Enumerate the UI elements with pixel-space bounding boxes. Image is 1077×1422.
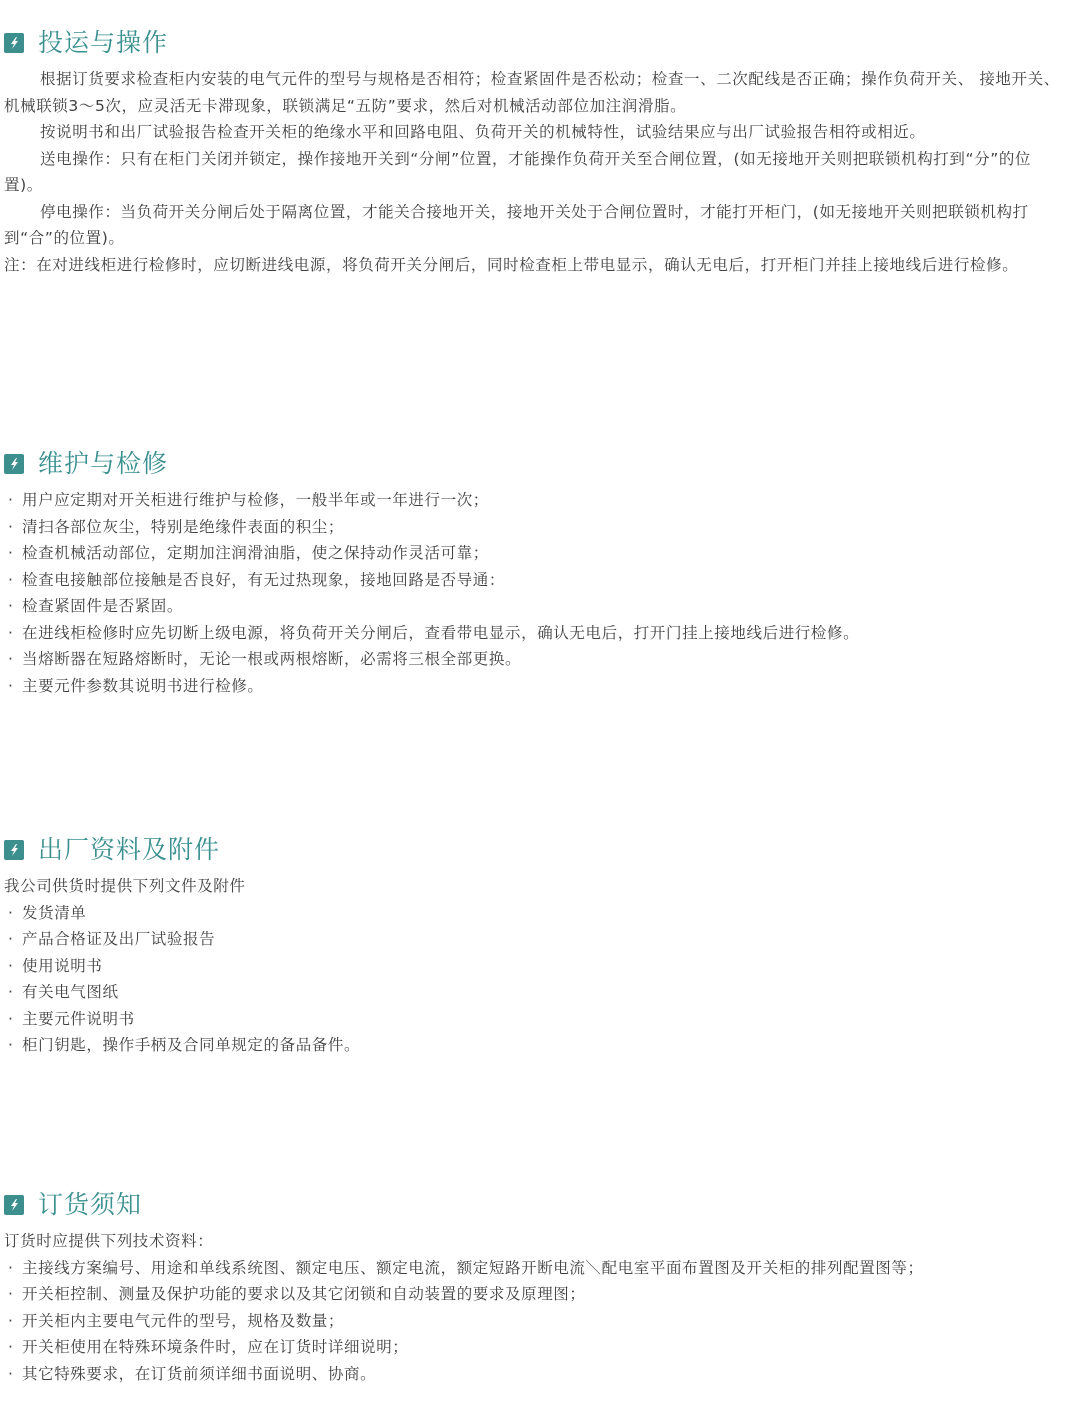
section-title: 维护与检修 (38, 449, 169, 478)
list-item: · 检查紧固件是否紧固。 (8, 597, 184, 615)
section-ordering (4, 1188, 1068, 1387)
section-intro: 我公司供货时提供下列文件及附件 (4, 877, 246, 895)
paragraph: 送电操作：只有在柜门关闭并锁定，操作接地开关到“分闸”位置，才能操作负荷开关至合闸位置，(如无接地开关则把联锁机构打到“分”的位置)。 (4, 149, 1032, 194)
paragraph: 根据订货要求检查柜内安装的电气元件的型号与规格是否相符；检查紧固件是否松动；检查一、二次配线是否正确；操作负荷开关、 接地开关、机械联锁3～5次，应灵活无卡滞现象，联锁满足“五防”要求，然后对机械活动部位加注润滑脂。 (4, 70, 1060, 115)
list-item: · 在进线柜检修时应先切断上级电源，将负荷开关分闸后，查看带电显示，确认无电后，打开门挂上接地线后进行检修。 (8, 623, 860, 642)
list-item: · 有关电气图纸 (8, 983, 119, 1001)
list-item: · 主接线方案编号、用途和单线系统图、额定电压、额定电流，额定短路开断电流＼配电室平面布置图及开关柜的排列配置图等； (8, 1258, 924, 1277)
section-title: 投运与操作 (38, 28, 169, 57)
list-item: · 其它特殊要求，在订货前须详细书面说明、协商。 (8, 1364, 377, 1383)
paragraph: 停电操作：当负荷开关分闸后处于隔离位置，才能关合接地开关，接地开关处于合闸位置时，才能打开柜门，(如无接地开关则把联锁机构打到“合”的位置)。 (4, 202, 1029, 247)
section-title: 订货须知 (38, 1190, 143, 1219)
section-operation (4, 26, 1068, 278)
note-paragraph: 注：在对进线柜进行检修时，应切断进线电源，将负荷开关分闸后，同时检查柜上带电显示，确认无电后，打开柜门并挂上接地线后进行检修。 (4, 255, 1019, 274)
section-header (4, 447, 1068, 481)
list-item: · 检查电接触部位接触是否良好，有无过热现象，接地回路是否导通： (8, 570, 506, 589)
list-item: · 使用说明书 (8, 956, 103, 975)
lightning-icon (4, 454, 24, 474)
section-title: 出厂资料及附件 (38, 835, 221, 864)
list-item: · 开关柜控制、测量及保护功能的要求以及其它闭锁和自动装置的要求及原理图； (8, 1285, 586, 1303)
section-body (4, 873, 1068, 1059)
lightning-icon (4, 1195, 24, 1215)
section-maintenance (4, 447, 1068, 699)
section-body (4, 1228, 1068, 1387)
list-item: · 当熔断器在短路熔断时，无论一根或两根熔断，必需将三根全部更换。 (8, 650, 522, 668)
bullet-list (4, 487, 1068, 699)
section-header (4, 833, 1068, 867)
list-item: · 开关柜内主要电气元件的型号，规格及数量； (8, 1311, 345, 1330)
section-intro: 订货时应提供下列技术资料： (4, 1232, 214, 1250)
section-documents (4, 833, 1068, 1059)
list-item: · 检查机械活动部位，定期加注润滑油脂，使之保持动作灵活可靠； (8, 544, 489, 562)
list-item: · 发货清单 (8, 903, 87, 922)
section-header (4, 1188, 1068, 1222)
lightning-icon (4, 33, 24, 53)
section-body (4, 66, 1068, 278)
section-header (4, 26, 1068, 60)
list-item: · 用户应定期对开关柜进行维护与检修，一般半年或一年进行一次； (8, 491, 489, 509)
list-item: · 产品合格证及出厂试验报告 (8, 930, 216, 948)
paragraph: 按说明书和出厂试验报告检查开关柜的绝缘水平和回路电阻、负荷开关的机械特性，试验结果应与出厂试验报告相符或相近。 (40, 123, 926, 141)
list-item: · 主要元件说明书 (8, 1009, 135, 1028)
list-item: · 开关柜使用在特殊环境条件时，应在订货时详细说明； (8, 1338, 409, 1356)
list-item: · 柜门钥匙，操作手柄及合同单规定的备品备件。 (8, 1036, 361, 1054)
list-item: · 主要元件参数其说明书进行检修。 (8, 676, 264, 695)
lightning-icon (4, 840, 24, 860)
list-item: · 清扫各部位灰尘，特别是绝缘件表面的积尘； (8, 517, 345, 536)
